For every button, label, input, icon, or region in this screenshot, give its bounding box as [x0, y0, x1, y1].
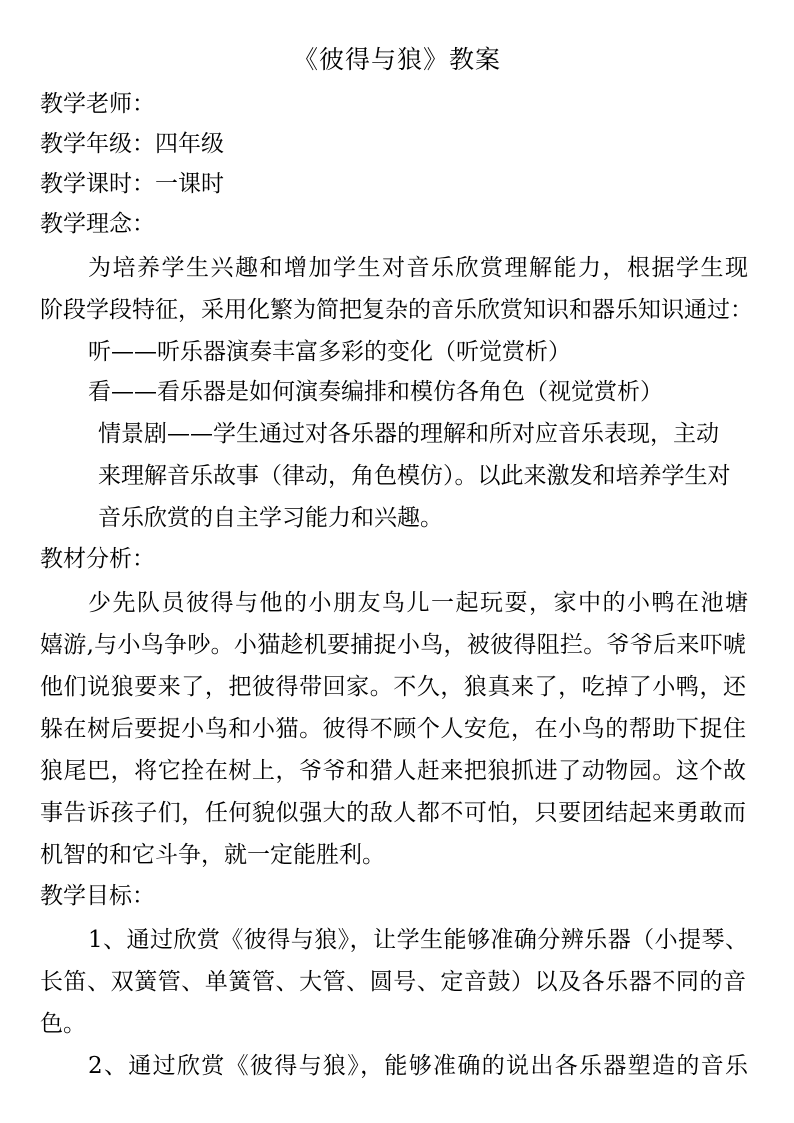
analysis-paragraph-line: 他们说狼要来了，把彼得带回家。不久，狼真来了，吃掉了小鸭，还 [40, 674, 746, 700]
goals-heading: 教学目标： [40, 883, 155, 909]
analysis-paragraph-line: 机智的和它斗争，就一定能胜利。 [40, 842, 385, 868]
concept-drama-line: 音乐欣赏的自主学习能力和兴趣。 [98, 505, 443, 531]
concept-listen-line: 听——听乐器演奏丰富多彩的变化（听觉赏析） [88, 339, 571, 365]
analysis-paragraph-line: 躲在树后要捉小鸟和小猫。彼得不顾个人安危，在小鸟的帮助下捉住 [40, 716, 746, 742]
hours-line: 教学课时：一课时 [40, 171, 224, 197]
concept-heading: 教学理念： [40, 211, 155, 237]
concept-paragraph-line: 为培养学生兴趣和增加学生对音乐欣赏理解能力，根据学生现 [88, 255, 748, 281]
goal-item-line: 2、通过欣赏《彼得与狼》，能够准确的说出各乐器塑造的音乐 [88, 1053, 748, 1079]
analysis-paragraph-line: 事告诉孩子们，任何貌似强大的敌人都不可怕，只要团结起来勇敢而 [40, 800, 746, 826]
analysis-paragraph-line: 狼尾巴，将它拴在树上，爷爷和猎人赶来把狼抓进了动物园。这个故 [40, 758, 746, 784]
analysis-paragraph-line: 少先队员彼得与他的小朋友鸟儿一起玩耍，家中的小鸭在池塘 [88, 590, 748, 616]
analysis-paragraph-line: 嬉游,与小鸟争吵。小猫趁机要捕捉小鸟，被彼得阻拦。爷爷后来吓唬 [40, 632, 746, 658]
document-title: 《彼得与狼》教案 [292, 45, 501, 74]
grade-line: 教学年级：四年级 [40, 131, 224, 157]
concept-watch-line: 看——看乐器是如何演奏编排和模仿各角色（视觉赏析） [88, 379, 663, 405]
concept-drama-line: 情景剧——学生通过对各乐器的理解和所对应音乐表现，主动 [98, 421, 719, 447]
concept-drama-line: 来理解音乐故事（律动，角色模仿）。以此来激发和培养学生对 [98, 463, 731, 489]
analysis-heading: 教材分析： [40, 546, 155, 572]
goal-item-line: 色。 [40, 1011, 86, 1037]
goal-item-line: 1、通过欣赏《彼得与狼》，让学生能够准确分辨乐器（小提琴、 [88, 927, 748, 953]
concept-paragraph-line: 阶段学段特征，采用化繁为简把复杂的音乐欣赏知识和器乐知识通过： [40, 297, 753, 323]
teacher-label: 教学老师： [40, 91, 155, 117]
goal-item-line: 长笛、双簧管、单簧管、大管、圆号、定音鼓）以及各乐器不同的音 [40, 969, 746, 995]
